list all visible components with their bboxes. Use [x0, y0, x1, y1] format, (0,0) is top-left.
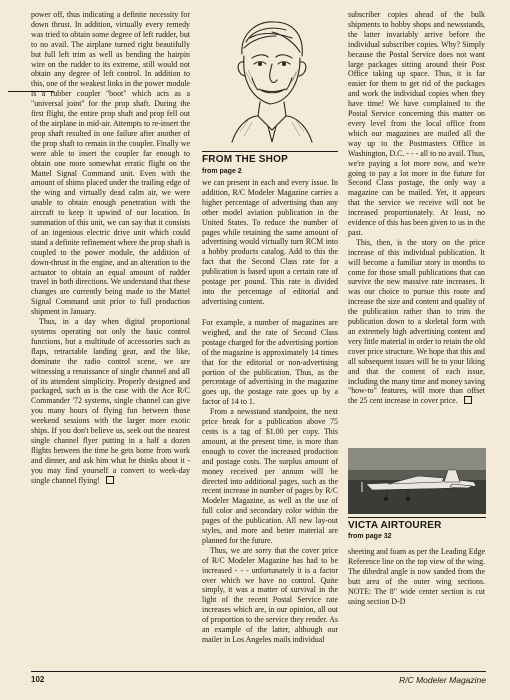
left-paragraph-2-text: Thus, in a day when digital proportional systems operating not only the basic control functions, but a multitude of accessories such as flaps, retractable landing gear, and the like, dominate the radio control scene, we are witnessing a renaissance of single channel and all of its attendent simplicity. Properly designed and packaged, such as is the case with the Ace R/C Commander '72 systems, single channel can give you many hours of flying fun between those weekend sessions with the larger more exotic ships. If you don't believe us, seek out the nearest single channel flyer putting in a half a dozen flights between the time he gets home from work and dinner, and ask him what he thinks about it - you may find yourself a convert to week-day single channel flying!	[31, 317, 190, 485]
victa-paragraph: sheeting and foam as per the Leading Edge Reference line on the top view of the wing. The dihedral angle is now sanded from the butt area of the outer wing sections. NOTE: The 8" wide center section is cut using section D-D	[348, 547, 485, 606]
end-mark-icon	[106, 476, 114, 484]
section-title-victa-airtourer: VICTA AIRTOURER	[348, 517, 486, 531]
left-paragraph-2	[31, 317, 190, 485]
editor-portrait-sketch	[212, 12, 327, 144]
right-paragraph-2	[348, 238, 485, 406]
left-column	[31, 10, 190, 486]
middle-column-top	[202, 178, 338, 307]
continued-from-page-2: from page 2	[202, 168, 242, 175]
footer-rule	[31, 671, 486, 672]
magazine-name: R/C Modeler Magazine	[399, 675, 486, 685]
section-title-from-the-shop: FROM THE SHOP	[202, 151, 338, 165]
middle-paragraph-2: For example, a number of magazines are weighed, and the rate of Second Class postage charged for the advertising portion of the magazine is approximately 14 times that for the editorial or non-advertising portion of the publication. Thus, as the percentage of advertising in the magazine goes up, the postage rate goes up by a factor of 14 to 1.	[202, 318, 338, 407]
end-mark-icon	[464, 396, 472, 404]
right-column-bottom	[348, 547, 485, 606]
right-paragraph-2-text: This, then, is the story on the price increase of this individual publication. It will become a familiar story in months to come for those small publications that can survive the new massive rate increases. It was our choice to pursue this route and increase the size and content and quality of the publication rather than to trim the publication down to a skeletal form with an extremely high advertising content and very little material in order to retain the old cover price structure. We hope that this and all subsequent issues will be to your liking and that the content of each issue, including the many time and money saving "how-to" features, will more than offset the 25 cent increase in cover price.	[348, 237, 485, 406]
left-paragraph-1: power off, thus indicating a definite necessity for down thrust. In addition, virtually every remedy was tried to obtain some degree of left rudder, but to no avail. The airplane turned right beautifully but full left trim as well as bending the hairpin wire on the rudder to its extreme, still would not obtain any degree of left control. In addition to this, one of the weakest links in the power module is a rubber coupler "boot" which acts as a "universal joint" for the prop shaft. During the first flight, the entire prop shaft and prop fell out of the airplane in mid-air. Attempts to re-insert the prop shaft resulted in one failure after another of the prop shaft to remain in the coupler. Finally we were able to insert the coupler far enough to obtain one more somewhat erratic flight on the Mattel Signal Command unit. Even with the amount of shims placed under the trailing edge of the wing and virtually dead calm air, we were unable to obtain enough penetration with the aircraft to keep it upwind of our location. In summation of this unit, we can say that it consists of an ingenious electric drive unit which could stand a definite refinement where the prop shaft is coupled to the power module, the addition of down-thrust in the engine, and an alteration to the actuator to obtain an equal amount of rudder travel in both directions. We understand that these changes are currently being made to the Mattel Signal Command unit prior to full production shipment in January.	[31, 10, 190, 317]
right-paragraph-1: subscriber copies ahead of the bulk shipments to hobby shops and newsstands, the latter invariably arrive before the individual subscriber copies. Why? Simply because the Postal Service does not want large packages sitting around their Post Office taking up space. Thus, it is far easier for them to get rid of the packages and work the individual copies when they have time! We have complained to the Postal Service concerning this matter on every level from the local office from which our magazines are mailed all the way up to the Postmasters Office in Washington, D.C. - - - all to no avail. Thus, we're paying a lot more now, and we're going to pay a lot more in the future for Second Class postage, the only way a magazine can be mailed. Yet, it appears that the service we receive will not be increased proportionately. At least, no evidence of this has been given to us in the past.	[348, 10, 485, 237]
right-column	[348, 10, 485, 406]
airplane-photo	[348, 448, 486, 514]
middle-paragraph-4: Thus, we are sorry that the cover price of R/C Modeler Magazine has had to be increased - - - unfortunately it is a factor over which we have no control. Quite simply, it was a matter of survival in the light of the recent Postal Service rate increases which are, in our opinion, all out of proportion to the service they render. As an example of the latter, although our mailer in Los Angeles mails individual	[202, 545, 338, 644]
page-number: 102	[31, 675, 45, 684]
middle-paragraph-1: we can present in each and every issue. In addition, R/C Modeler Magazine carries a higher percentage of advertising than any other model aviation publication in the United States. To reduce the number of pages while retaining the same amount of advertising would virtually turn RCM into a hobby products catalog. Add to this the fact that the Second Class rate for a publication is based upon a certain rate of postage per pound. This rate is divided into the percentage of editorial and advertising content.	[202, 178, 338, 306]
middle-paragraph-3: From a newsstand standpoint, the next price break for a publication above 75 cents is a tag of $1.00 per copy. This amount, at the present time, is more than enough to cover the increased production and postage costs. The surplus amount of money received per annum will be directed into additional pages, such as the recent increase in number of pages by R/C Modeler Magazine, as well as the use of full color and secondary color within the pages of the publication. All new lay-out styles, and more and better material are planned for the future.	[202, 407, 338, 545]
continued-from-page-32: from page 32	[348, 533, 392, 540]
middle-column	[202, 318, 338, 645]
